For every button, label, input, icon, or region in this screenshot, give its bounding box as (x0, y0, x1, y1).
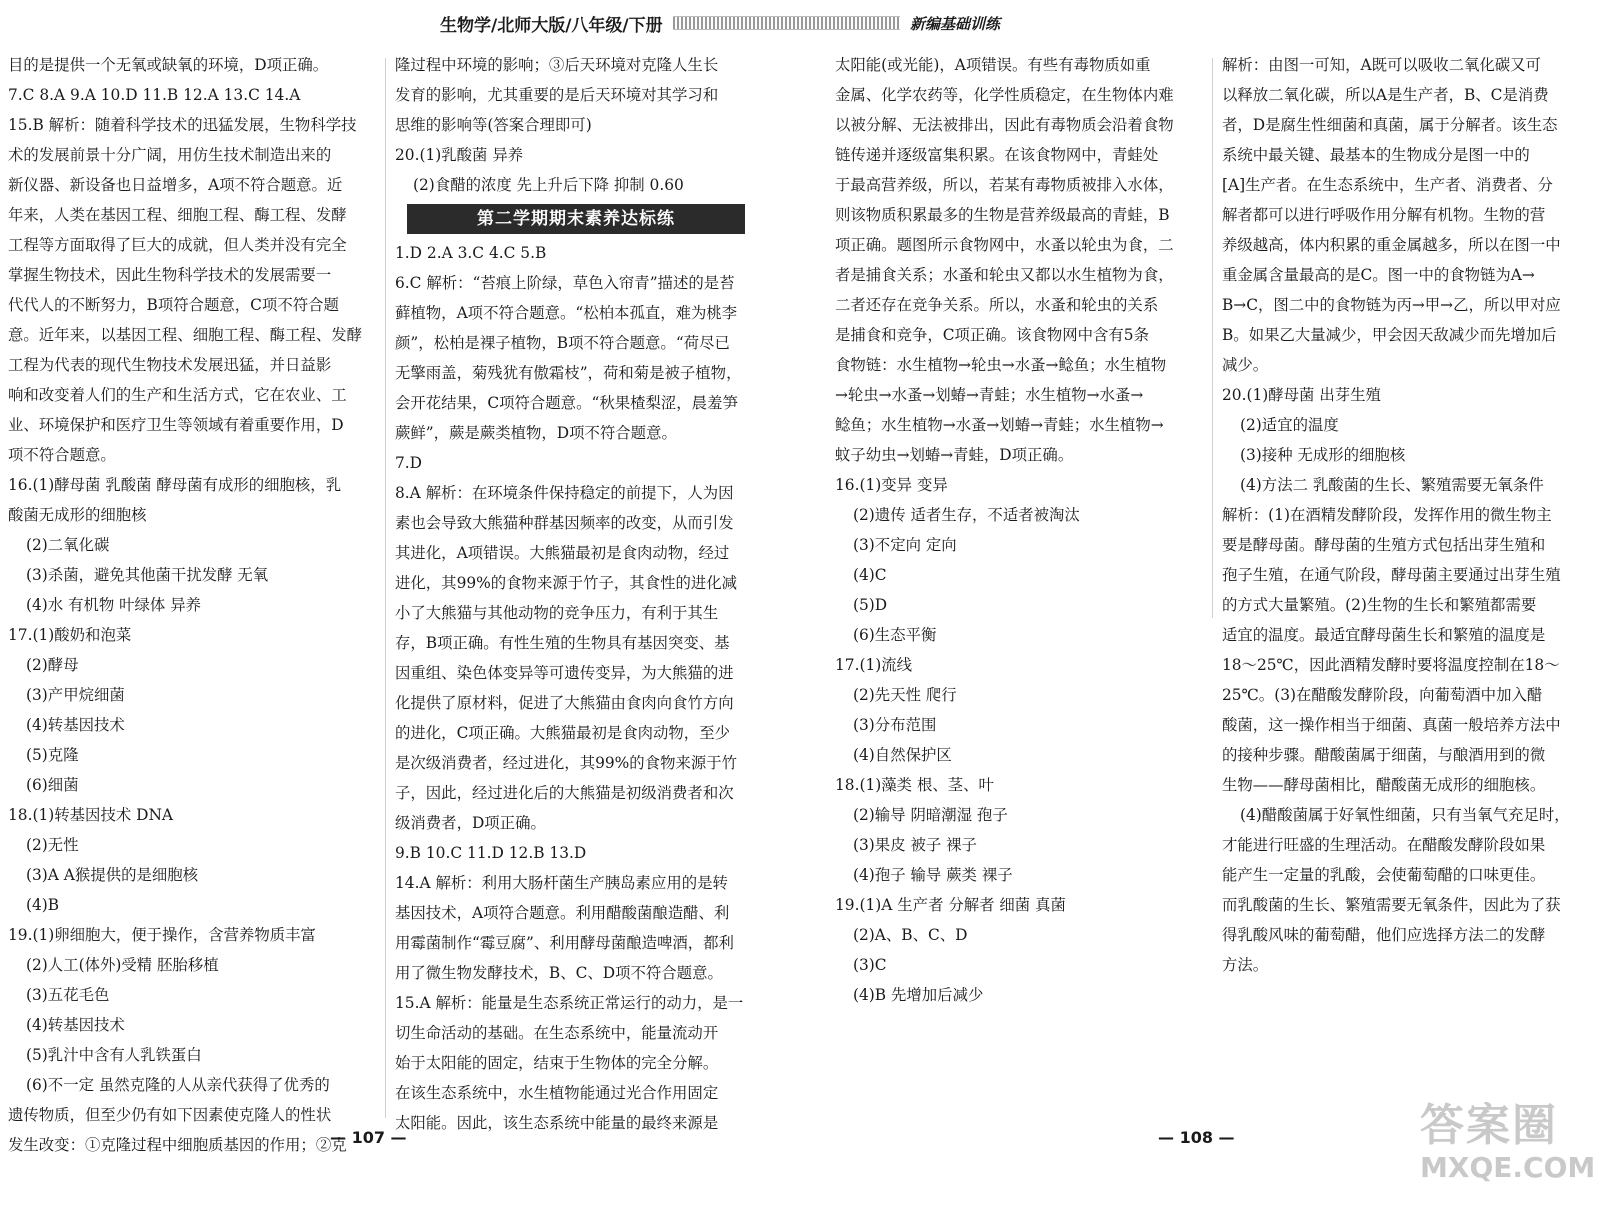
text-line: 小了大熊猫与其他动物的竞争压力，有利于其生 (395, 604, 719, 622)
text-line: 用了微生物发酵技术，B、C、D项不符合题意。 (395, 964, 723, 982)
text-line: 18～25℃，因此酒精发酵时要将温度控制在18～ (1222, 656, 1560, 674)
text-line: 始于太阳能的固定，结束于生物体的完全分解。 (395, 1054, 719, 1072)
text-line: 酸菌无成形的细胞核 (8, 506, 147, 524)
text-line: 会开花结果，C项符合题意。“秋果楂梨涩，晨羞笋 (395, 394, 738, 412)
text-line: 术的发展前景十分广阔，用仿生技术制造出来的 (8, 146, 332, 164)
text-line: 要是酵母菌。酵母菌的生殖方式包括出芽生殖和 (1222, 536, 1546, 554)
text-line: (2)二氧化碳 (26, 536, 110, 554)
text-line: 25℃。(3)在醋酸发酵阶段，向葡萄酒中加入醋 (1222, 686, 1543, 704)
text-line: 解析：由图一可知，A既可以吸收二氧化碳又可 (1222, 56, 1541, 74)
text-line: 酸菌，这一操作相当于细菌、真菌一般培养方法中 (1222, 716, 1561, 734)
text-line: (2)适宜的温度 (1240, 416, 1339, 434)
text-line: (3)产甲烷细菌 (26, 686, 125, 704)
text-line: (5)克隆 (26, 746, 79, 764)
text-line: (2)A、B、C、D (853, 926, 968, 944)
text-line: (4)水 有机物 叶绿体 异养 (26, 596, 201, 614)
section-title-banner: 第二学期期末素养达标练 (407, 204, 745, 234)
text-line: 生物——酵母菌相比，醋酸菌无成形的细胞核。 (1222, 776, 1546, 794)
text-line: 孢子生殖，在通气阶段，酵母菌主要通过出芽生殖 (1222, 566, 1561, 584)
text-line: (4)C (853, 566, 887, 584)
text-line: (2)遗传 适者生存，不适者被淘汰 (853, 506, 1080, 524)
text-line: (3)五花毛色 (26, 986, 110, 1004)
text-line: 思维的影响等(答案合理即可) (395, 116, 592, 134)
text-line: 15.A 解析：能量是生态系统正常运行的动力，是一 (395, 994, 744, 1012)
text-line: 新仪器、新设备也日益增多，A项不符合题意。近 (8, 176, 343, 194)
text-line: 蕨鲜”，蕨是蕨类植物，D项不符合题意。 (395, 424, 677, 442)
text-line: (2)输导 阴暗潮湿 孢子 (853, 806, 1008, 824)
page-number-right: — 108 — (1158, 1128, 1235, 1147)
text-line: 解析：(1)在酒精发酵阶段，发挥作用的微生物主 (1222, 506, 1552, 524)
text-line: 蚊子幼虫→划蝽→青蛙，D项正确。 (835, 446, 1074, 464)
text-line: (2)无性 (26, 836, 79, 854)
text-line: 项正确。题图所示食物网中，水蚤以轮虫为食，二 (835, 236, 1174, 254)
text-line: 子，因此，经过进化后的大熊猫是初级消费者和次 (395, 784, 734, 802)
text-line: 7.D (395, 454, 423, 472)
text-line: 16.(1)变异 变异 (835, 476, 948, 494)
text-line: 太阳能(或光能)，A项错误。有些有毒物质如重 (835, 56, 1151, 74)
watermark-text: 答案圈 (1420, 1100, 1558, 1151)
text-line: 级消费者，D项正确。 (395, 814, 546, 832)
text-line: 而乳酸菌的生长、繁殖需要无氧条件，因此为了获 (1222, 896, 1561, 914)
text-line: 重金属含量最高的是C。图一中的食物链为A→ (1222, 266, 1535, 284)
text-line: 代代人的不断努力，B项符合题意，C项不符合题 (8, 296, 339, 314)
text-line: 得乳酸风味的葡萄醋，他们应选择方法二的发酵 (1222, 926, 1546, 944)
text-line: 是次级消费者，经过进化，其99%的食物来源于竹 (395, 754, 738, 772)
text-column-4 (1222, 50, 1584, 980)
header-series-title: 新编基础训练 (909, 14, 1000, 33)
text-line: 意。近年来，以基因工程、细胞工程、酶工程、发酵 (8, 326, 362, 344)
text-line: (6)不一定 虽然克隆的人从亲代获得了优秀的 (26, 1076, 330, 1094)
text-line: 工程为代表的现代生物技术发展迅猛，并日益影 (8, 356, 332, 374)
text-line: (4)自然保护区 (853, 746, 952, 764)
text-line: (3)果皮 被子 裸子 (853, 836, 977, 854)
text-line: (3)接种 无成形的细胞核 (1240, 446, 1406, 464)
text-line: 工程等方面取得了巨大的成就，但人类并没有完全 (8, 236, 347, 254)
text-line: 以被分解、无法被排出，因此有毒物质会沿着食物 (835, 116, 1174, 134)
text-line: (6)细菌 (26, 776, 79, 794)
text-line: 9.B 10.C 11.D 12.B 13.D (395, 844, 587, 862)
text-line: 7.C 8.A 9.A 10.D 11.B 12.A 13.C 14.A (8, 86, 301, 104)
text-line: 1.D 2.A 3.C 4.C 5.B (395, 244, 547, 262)
text-line: 系统中最关键、最基本的生物成分是图一中的 (1222, 146, 1530, 164)
text-line: 存，B项正确。有性生殖的生物具有基因突变、基 (395, 634, 730, 652)
text-column-2-top (395, 50, 757, 200)
text-line: 素也会导致大熊猫种群基因频率的改变，从而引发 (395, 514, 734, 532)
text-line: 19.(1)卵细胞大，便于操作，含营养物质丰富 (8, 926, 316, 944)
text-line: (4)转基因技术 (26, 716, 125, 734)
text-line: (5)D (853, 596, 888, 614)
text-line: 14.A 解析：利用大肠杆菌生产胰岛素应用的是转 (395, 874, 728, 892)
text-line: 15.B 解析：随着科学技术的迅猛发展，生物科学技 (8, 116, 357, 134)
text-line: 者是捕食关系；水蚤和轮虫又都以水生植物为食， (835, 266, 1174, 284)
running-header (440, 8, 1000, 38)
text-line: 化提供了原材料，促进了大熊猫由食肉向食竹方向 (395, 694, 734, 712)
text-column-2 (395, 50, 757, 1138)
text-line: 在该生态系统中，水生植物能通过光合作用固定 (395, 1084, 719, 1102)
column-divider (385, 58, 386, 1118)
text-line: 年来，人类在基因工程、细胞工程、酶工程、发酵 (8, 206, 347, 224)
text-line: 隆过程中环境的影响；③后天环境对克隆人生长 (395, 56, 719, 74)
text-column-1 (8, 50, 370, 1160)
text-line: 17.(1)酸奶和泡菜 (8, 626, 132, 644)
text-line: 用霉菌制作“霉豆腐”、利用酵母菌酿造啤酒，都利 (395, 934, 734, 952)
text-line: 17.(1)流线 (835, 656, 913, 674)
text-line: (4)转基因技术 (26, 1016, 125, 1034)
text-line: 18.(1)藻类 根、茎、叶 (835, 776, 994, 794)
text-line: 发育的影响，尤其重要的是后天环境对其学习和 (395, 86, 719, 104)
text-line: 响和改变着人们的生产和生活方式，它在农业、工 (8, 386, 347, 404)
header-book-info: 生物学/北师大版/八年级/下册 (440, 15, 663, 36)
text-line: (2)先天性 爬行 (853, 686, 957, 704)
text-line: 以释放二氧化碳，所以A是生产者，B、C是消费 (1222, 86, 1549, 104)
text-line: (3)不定向 定向 (853, 536, 957, 554)
text-line: 发生改变：①克隆过程中细胞质基因的作用；②克 (8, 1136, 347, 1154)
text-line: 金属、化学农药等，化学性质稳定，在生物体内难 (835, 86, 1174, 104)
text-line: →轮虫→水蚤→划蝽→青蛙；水生植物→水蚤→ (835, 386, 1144, 404)
text-line: 无擎雨盖，菊残犹有傲霜枝”，荷和菊是被子植物， (395, 364, 742, 382)
text-line: (3)C (853, 956, 887, 974)
page-number-left: — 107 — (330, 1128, 407, 1147)
text-line: 藓植物，A项不符合题意。“松柏本孤直，难为桃李 (395, 304, 738, 322)
text-line: (3)分布范围 (853, 716, 937, 734)
text-line: (4)醋酸菌属于好氧性细菌，只有当氧气充足时， (1240, 806, 1570, 824)
text-line: 18.(1)转基因技术 DNA (8, 806, 174, 824)
text-line: (4)方法二 乳酸菌的生长、繁殖需要无氧条件 (1240, 476, 1544, 494)
text-column-3 (835, 50, 1197, 1010)
text-line: 减少。 (1222, 356, 1269, 374)
text-line: (6)生态平衡 (853, 626, 937, 644)
text-line: 目的是提供一个无氧或缺氧的环境，D项正确。 (8, 56, 329, 74)
watermark-logo (1420, 1100, 1595, 1200)
text-line: 颜”，松柏是裸子植物，B项不符合题意。“荷尽已 (395, 334, 730, 352)
text-line: 的接种步骤。醋酸菌属于细菌，与酿酒用到的微 (1222, 746, 1546, 764)
text-line: 者，D是腐生性细菌和真菌，属于分解者。该生态 (1222, 116, 1558, 134)
text-line: 20.(1)酵母菌 出芽生殖 (1222, 386, 1381, 404)
text-line: 的进化，C项正确。大熊猫最初是食肉动物，至少 (395, 724, 730, 742)
watermark-url: MXQE.COM (1420, 1151, 1596, 1184)
text-line: 则该物质积累最多的生物是营养级最高的青蛙，B (835, 206, 1170, 224)
text-line: 切生命活动的基础。在生态系统中，能量流动开 (395, 1024, 719, 1042)
text-line: 项不符合题意。 (8, 446, 116, 464)
text-line: 养级越高，体内积累的重金属越多，所以在图一中 (1222, 236, 1561, 254)
text-line: 基因技术，A项符合题意。利用醋酸菌酿造醋、利 (395, 904, 730, 922)
text-line: (4)B 先增加后减少 (853, 986, 984, 1004)
text-line: (3)杀菌，避免其他菌干扰发酵 无氧 (26, 566, 269, 584)
text-line: 是捕食和竞争，C项正确。该食物网中含有5条 (835, 326, 1149, 344)
text-line: 二者还存在竞争关系。所以，水蚤和轮虫的关系 (835, 296, 1159, 314)
header-decorative-bar (673, 16, 900, 30)
text-line: (4)B (26, 896, 60, 914)
text-line: 遗传物质，但至少仍有如下因素使克隆人的性状 (8, 1106, 332, 1124)
text-column-2-bottom (395, 238, 757, 1138)
text-line: B→C，图二中的食物链为丙→甲→乙，所以甲对应 (1222, 296, 1561, 314)
text-line: B。如果乙大量减少，甲会因天敌减少而先增加后 (1222, 326, 1557, 344)
text-line: 方法。 (1222, 956, 1269, 974)
text-line: 进化，其99%的食物来源于竹子，其食性的进化减 (395, 574, 738, 592)
text-line: 的方式大量繁殖。(2)生物的生长和繁殖都需要 (1222, 596, 1537, 614)
text-line: 才能进行旺盛的生理活动。在醋酸发酵阶段如果 (1222, 836, 1546, 854)
text-line: [A]生产者。在生态系统中，生产者、消费者、分 (1222, 176, 1553, 194)
text-line: 业、环境保护和医疗卫生等领域有着重要作用，D (8, 416, 344, 434)
text-line: (4)孢子 输导 蕨类 裸子 (853, 866, 1013, 884)
text-line: 链传递并逐级富集积累。在该食物网中，青蛙处 (835, 146, 1159, 164)
column-divider (1212, 58, 1213, 618)
text-line: 因重组、染色体变异等可遗传变异，为大熊猫的进 (395, 664, 734, 682)
text-line: 太阳能。因此，该生态系统中能量的最终来源是 (395, 1114, 719, 1132)
text-line: 能产生一定量的乳酸，会使葡萄醋的口味更佳。 (1222, 866, 1546, 884)
text-line: 其进化，A项错误。大熊猫最初是食肉动物，经过 (395, 544, 730, 562)
text-line: 解者都可以进行呼吸作用分解有机物。生物的营 (1222, 206, 1546, 224)
text-line: 16.(1)酵母菌 乳酸菌 酵母菌有成形的细胞核，乳 (8, 476, 342, 494)
text-line: 19.(1)A 生产者 分解者 细菌 真菌 (835, 896, 1066, 914)
text-line: (2)酵母 (26, 656, 79, 674)
text-line: 鲶鱼；水生植物→水蚤→划蝽→青蛙；水生植物→ (835, 416, 1164, 434)
text-line: 6.C 解析：“苔痕上阶绿，草色入帘青”描述的是苔 (395, 274, 735, 292)
text-line: 20.(1)乳酸菌 异养 (395, 146, 524, 164)
text-line: (5)乳汁中含有人乳铁蛋白 (26, 1046, 202, 1064)
text-line: 于最高营养级，所以，若某有毒物质被排入水体， (835, 176, 1174, 194)
text-line: (3)A A猴提供的是细胞核 (26, 866, 199, 884)
text-line: 适宜的温度。最适宜酵母菌生长和繁殖的温度是 (1222, 626, 1546, 644)
text-line: 掌握生物技术，因此生物科学技术的发展需要一 (8, 266, 332, 284)
text-line: 8.A 解析：在环境条件保持稳定的前提下，人为因 (395, 484, 734, 502)
text-line: (2)人工(体外)受精 胚胎移植 (26, 956, 219, 974)
text-line: 食物链：水生植物→轮虫→水蚤→鲶鱼；水生植物 (835, 356, 1167, 374)
text-line: (2)食醋的浓度 先上升后下降 抑制 0.60 (413, 176, 684, 194)
